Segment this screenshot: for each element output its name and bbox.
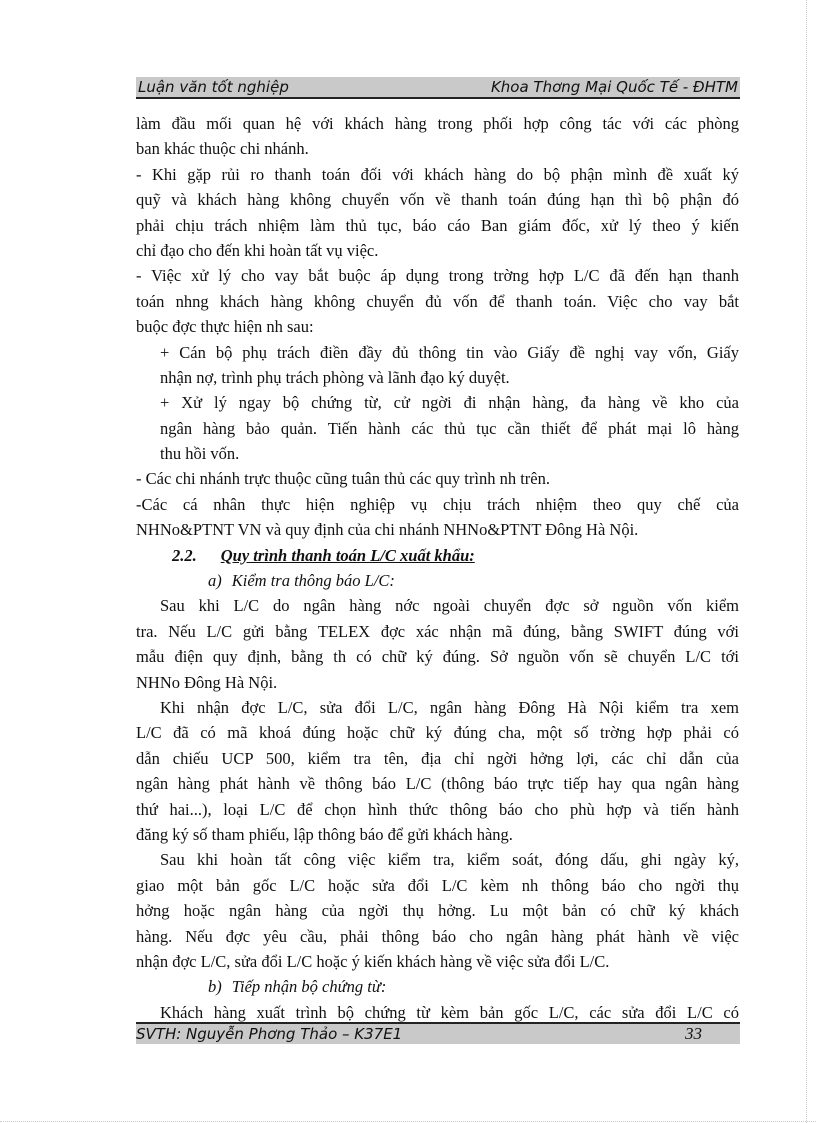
body-line: đăng ký số tham phiếu, lập thông báo để gửi khách hàng.	[136, 824, 513, 844]
body-line: + Xử lý ngay bộ chứng từ, cử ngời đi nhận hàng, đa hàng về kho của	[160, 393, 739, 413]
body-line: dẫn chiếu UCP 500, kiểm tra tên, địa chỉ ngời hởng lợi, các chỉ dẫn của	[136, 748, 739, 768]
page-header	[136, 77, 740, 99]
body-line: làm đầu mối quan hệ với khách hàng trong phối hợp công tác với các phòng	[136, 114, 739, 133]
body-line: buộc đợc thực hiện nh sau:	[136, 317, 314, 337]
body-line: giao một bản gốc L/C hoặc sửa đổi L/C kèm nh thông báo cho ngời thụ	[136, 875, 739, 895]
body-line: tra. Nếu L/C gửi bằng TELEX đợc xác nhận mã đúng, bằng SWIFT đúng với	[136, 621, 739, 641]
body-line: L/C đã có mã khoá đúng hoặc chữ ký đúng cha, một số trờng hợp phải có	[136, 723, 739, 743]
header-thesis-label: Luận văn tốt nghiệp	[138, 78, 289, 96]
body-line: nhận đợc L/C, sửa đổi L/C hoặc ý kiến khách hàng về việc sửa đổi L/C.	[136, 951, 610, 971]
body-line: NHNo Đông Hà Nội.	[136, 672, 278, 692]
body-line: Sau khi L/C do ngân hàng nớc ngoài chuyển đợc sở nguồn vốn kiểm	[160, 596, 739, 616]
body-line: - Khi gặp rủi ro thanh toán đối với khách hàng do bộ phận mình đề xuất ký	[136, 164, 739, 184]
body-line: hàng. Nếu đợc yêu cầu, phải thông báo cho ngân hàng phát hành về việc	[136, 926, 739, 946]
section-number: 2.2.	[172, 545, 197, 565]
body-line: Sau khi hoàn tất công việc kiểm tra, kiểm soát, đóng dấu, ghi ngày ký,	[160, 850, 739, 870]
body-line: chỉ đạo cho đến khi hoàn tất vụ việc.	[136, 240, 379, 260]
subsection-heading-a	[136, 568, 739, 593]
body-line: hởng hoặc ngân hàng của ngời thụ hởng. Lu một bản có chữ ký khách	[136, 901, 739, 921]
body-line: ban khác thuộc chi nhánh.	[136, 139, 309, 159]
body-line: nhận nợ, trình phụ trách phòng và lãnh đạo ký duyệt.	[160, 367, 510, 387]
subsection-number: a)	[208, 571, 222, 591]
body-line: toán nhng khách hàng không chuyển đủ vốn để thanh toán. Việc cho vay bắt	[136, 291, 739, 311]
page-number: 33	[685, 1024, 702, 1043]
subsection-heading-b	[136, 974, 739, 999]
body-line: Khách hàng xuất trình bộ chứng từ kèm bản gốc L/C, các sửa đổi L/C có	[160, 1002, 739, 1022]
body-line: - Việc xử lý cho vay bắt buộc áp dụng trong trờng hợp L/C đã đến hạn thanh	[136, 266, 739, 286]
document-body	[136, 111, 739, 1025]
page-edge-right	[806, 0, 807, 1123]
body-line: ngân hàng bảo quản. Tiến hành các thủ tục cần thiết để phát mại lô hàng	[160, 418, 739, 438]
page-footer	[136, 1022, 740, 1044]
subsection-title: Kiểm tra thông báo L/C:	[231, 571, 395, 591]
subsection-title: Tiếp nhận bộ chứng từ:	[231, 977, 387, 997]
section-title: Quy trình thanh toán L/C xuất khẩu:	[220, 545, 475, 565]
footer-author-label: SVTH: Nguyễn Phơng Thảo – K37E1	[136, 1025, 403, 1043]
body-line: Khi nhận đợc L/C, sửa đổi L/C, ngân hàng Đông Hà Nội kiểm tra xem	[160, 697, 739, 717]
body-line: NHNo&PTNT VN và quy định của chi nhánh NHNo&PTNT Đông Hà Nội.	[136, 520, 639, 540]
subsection-number: b)	[208, 977, 222, 997]
body-line: + Cán bộ phụ trách điền đầy đủ thông tin vào Giấy đề nghị vay vốn, Giấy	[160, 342, 739, 362]
body-line: thu hồi vốn.	[160, 444, 240, 464]
body-line: quỹ và khách hàng không chuyển vốn về thanh toán đúng hạn thì bộ phận đó	[136, 190, 739, 210]
page-edge-bottom	[0, 1121, 816, 1122]
body-line: -Các cá nhân thực hiện nghiệp vụ chịu trách nhiệm theo quy chế của	[136, 494, 739, 514]
body-line: thứ hai...), loại L/C để chọn hình thức thông báo cho phù hợp và tiến hành	[136, 799, 739, 819]
body-line: phải chịu trách nhiệm làm thủ tục, báo cáo Ban giám đốc, xử lý theo ý kiến	[136, 215, 739, 235]
section-heading	[136, 543, 739, 568]
body-line: mẫu điện quy định, bằng th có chữ ký đúng. Sở nguồn vốn sẽ chuyển L/C tới	[136, 647, 739, 667]
body-line: - Các chi nhánh trực thuộc cũng tuân thủ các quy trình nh trên.	[136, 469, 550, 489]
body-line: ngân hàng phát hành về thông báo L/C (thông báo trực tiếp hay qua ngân hàng	[136, 774, 739, 794]
header-faculty-label: Khoa Thơng Mại Quốc Tế - ĐHTM	[490, 78, 738, 96]
